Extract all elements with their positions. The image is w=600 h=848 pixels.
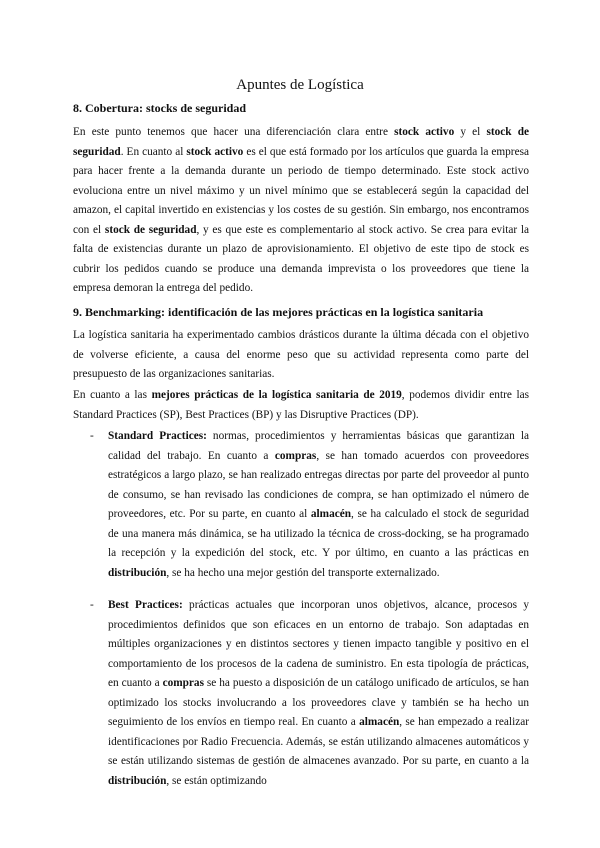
bullet-best-practices: Best Practices: prácticas actuales que incorporan unos objetivos, alcance, procesos y procedimientos definidos que son eficaces en un entorno de trabajo. Son adaptadas en múltiples organizaciones y en distintos sectores y tienen impacto tangible y positivo en el comportamiento de los procesos de la cadena de suministro. En esta tipología de prácticas, en cuanto a compras se ha puesto a disposición de un catálogo unificado de artículos, se han optimizado los stocks involucrando a los proveedores clave y también se ha hecho un seguimiento de los envíos en tiempo real. En cuanto a almacén, se han empezado a realizar identificaciones por Radio Frecuencia. Además, se están utilizando almacenes automáticos y se están utilizando sistemas de gestión de almacenes avanzado. Por su parte, en cuanto a la distribución, se están optimizando: [108, 599, 529, 787]
bullet-marker: -: [90, 599, 94, 611]
bullet-standard-practices: Standard Practices: normas, procedimientos y herramientas básicas que garantizan la calidad del trabajo. En cuanto a compras, se han tomado acuerdos con proveedores estratégicos a largo plazo, se han realizado entregas directas por parte del proveedor al punto de consumo, se han revisado las condiciones de compra, se han optimizado el número de proveedores, etc. Por su parte, en cuanto al almacén, se ha calculado el stock de seguridad de una manera más dinámica, se ha utilizado la técnica de cross-docking, se ha programado la recepción y la expedición del stock, etc. Y por último, en cuanto a las prácticas en distribución, se ha hecho una mejor gestión del transporte externalizado.: [108, 430, 529, 579]
section-9-practices-paragraph: En cuanto a las mejores prácticas de la logística sanitaria de 2019, podemos dividir entre las Standard Practices (SP), Best Practices (BP) y las Disruptive Practices (DP).: [73, 389, 529, 421]
page-title: Apuntes de Logística: [236, 77, 364, 93]
section-8-paragraph: En este punto tenemos que hacer una diferenciación clara entre stock activo y el stock de seguridad. En cuanto al stock activo es el que está formado por los artículos que guarda la empresa para hacer frente a la demanda durante un periodo de tiempo determinado. Este stock activo evoluciona entre un nivel máximo y un nivel mínimo que se establecerá según la capacidad del amazon, el capital invertido en existencias y los costes de su gestión. Sin embargo, nos encontramos con el stock de seguridad, y es que este es complementario al stock activo. Se crea para evitar la falta de existencias durante un plazo de aprovisionamiento. El objetivo de este tipo de stock es cubrir los pedidos cuando se produce una demanda imprevista o los proveedores que tiene la empresa demoran la entrega del pedido.: [73, 126, 529, 295]
bullet-marker: -: [90, 430, 94, 442]
section-9-intro-paragraph: La logística sanitaria ha experimentado cambios drásticos durante la última década con el objetivo de volverse eficiente, a causa del enorme peso que su actividad representa como parte del presupuesto de las organizaciones sanitarias.: [73, 329, 529, 381]
section-9-heading: 9. Benchmarking: identificación de las mejores prácticas en la logística sanitaria: [73, 305, 484, 319]
section-8-heading: 8. Cobertura: stocks de seguridad: [73, 101, 246, 115]
